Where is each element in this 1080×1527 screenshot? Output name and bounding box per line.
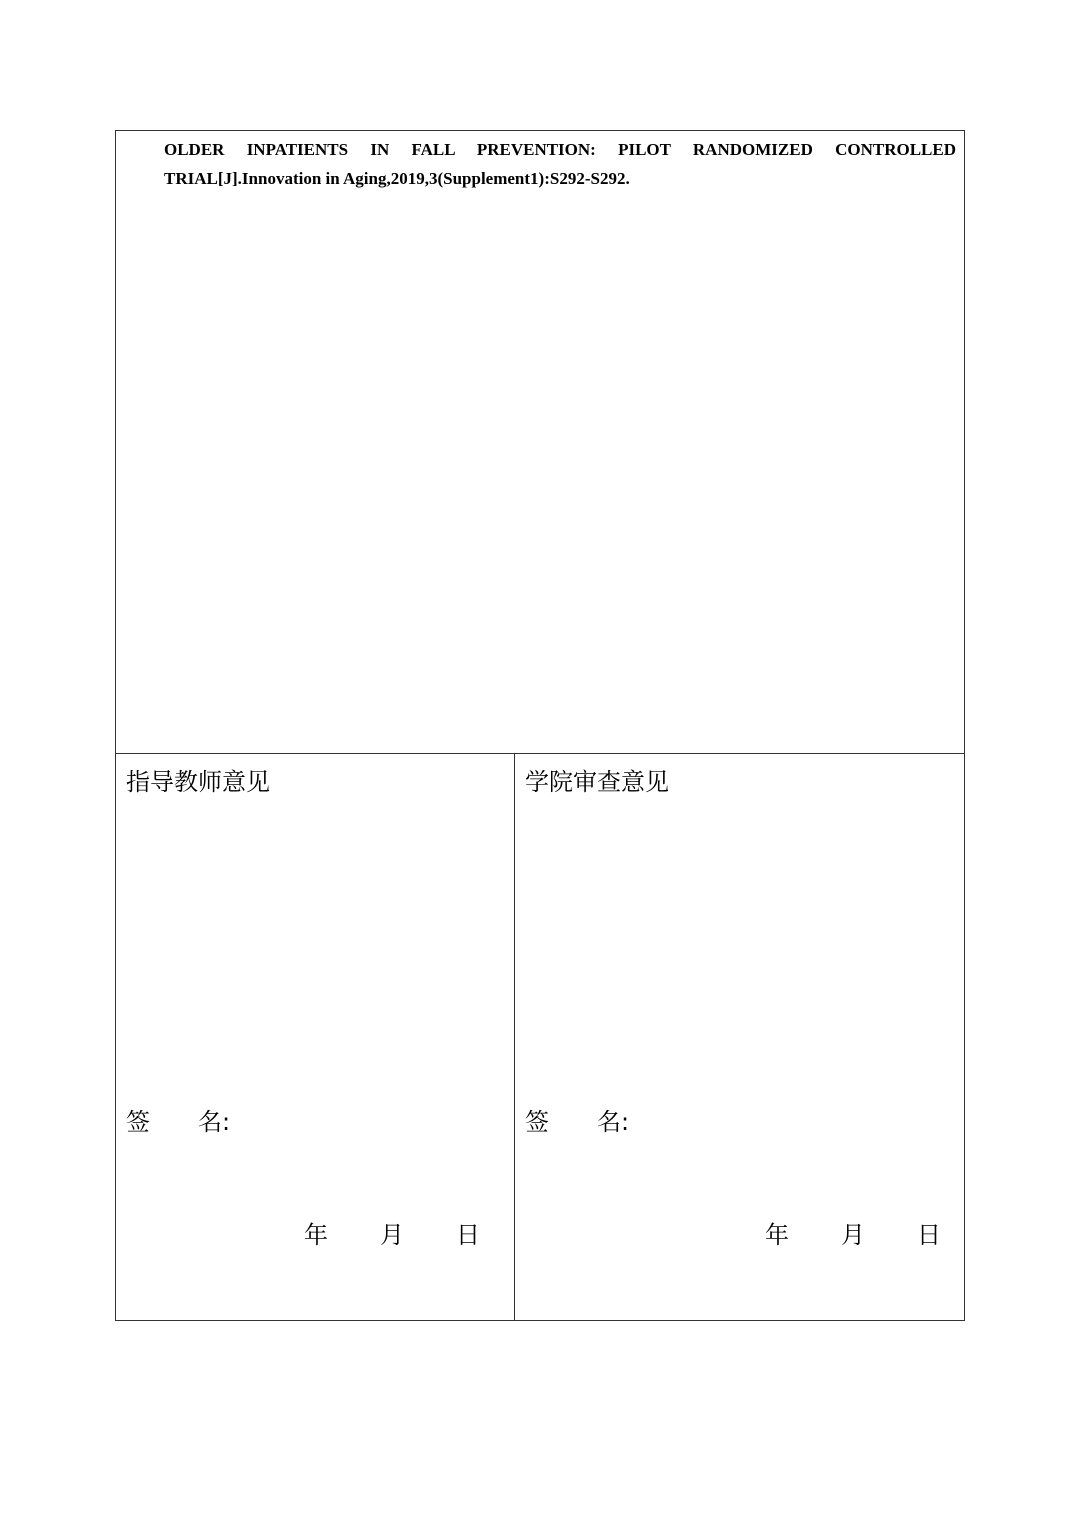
- college-signature-label-2: 名:: [597, 1108, 630, 1136]
- advisor-opinion-cell: [116, 754, 515, 1320]
- college-date-day: 日: [917, 1221, 941, 1249]
- advisor-signature-row: [126, 1106, 230, 1138]
- advisor-date-year: 年: [304, 1221, 328, 1249]
- reference-line-2: TRIAL[J].Innovation in Aging,2019,3(Supplement1):S292-S292.: [164, 169, 630, 188]
- reference-cell: [116, 131, 964, 754]
- college-signature-row: [525, 1106, 629, 1138]
- advisor-signature-label-2: 名:: [198, 1108, 231, 1136]
- advisor-date-month: 月: [380, 1221, 404, 1249]
- reference-line-1: OLDER INPATIENTS IN FALL PREVENTION: PILOT RANDOMIZED CONTROLLED: [164, 140, 956, 159]
- college-date-month: 月: [841, 1221, 865, 1249]
- college-date-row: [765, 1219, 941, 1251]
- advisor-opinion-title: 指导教师意见: [126, 768, 270, 796]
- advisor-date-day: 日: [456, 1221, 480, 1249]
- advisor-date-row: [304, 1219, 480, 1251]
- college-review-cell: [515, 754, 964, 1320]
- advisor-signature-label-1: 签: [126, 1108, 150, 1136]
- college-review-title: 学院审查意见: [525, 768, 669, 796]
- college-date-year: 年: [765, 1221, 789, 1249]
- reference-text: [164, 135, 956, 193]
- college-signature-label-1: 签: [525, 1108, 549, 1136]
- opinion-form-table: [115, 130, 965, 1321]
